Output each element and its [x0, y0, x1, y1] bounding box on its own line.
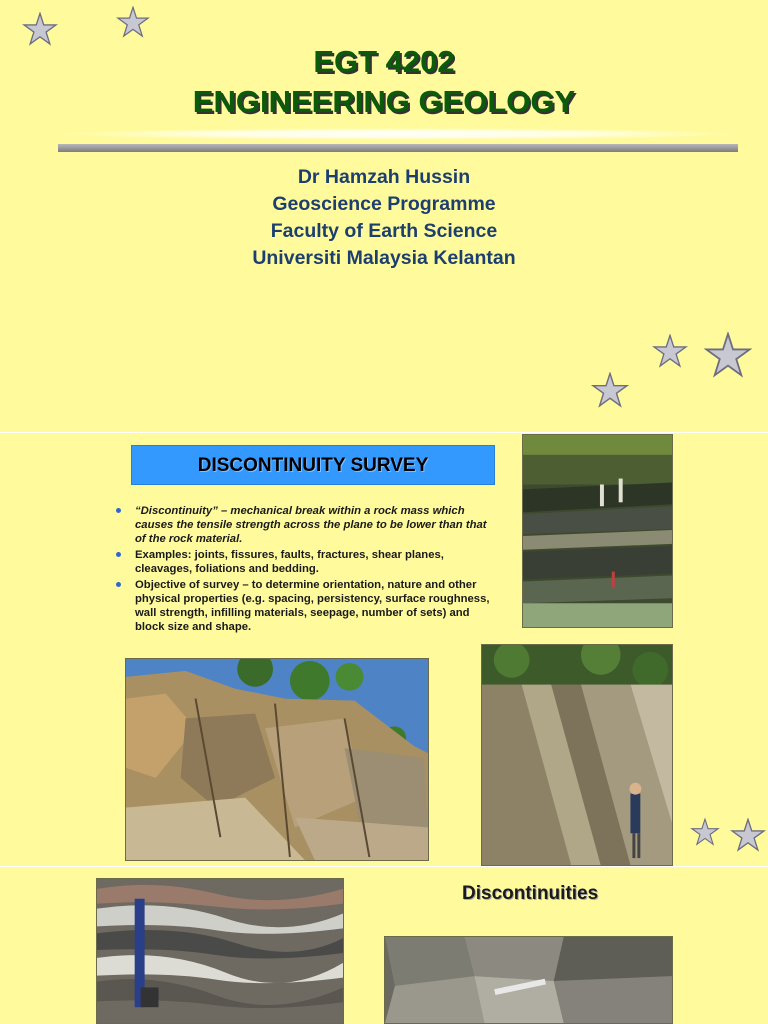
slide-separator [0, 866, 768, 867]
star-icon [591, 372, 629, 408]
folded-rock-photo [96, 878, 344, 1024]
university: Universiti Malaysia Kelantan [252, 247, 516, 269]
jointed-rock-photo [125, 658, 429, 861]
star-icon [22, 12, 58, 46]
bullet-icon [116, 508, 121, 513]
star-icon [116, 6, 150, 38]
blocky-rock-photo [384, 936, 673, 1024]
title-divider [58, 128, 738, 156]
course-code: EGT 4202 [313, 44, 455, 79]
star-icon [652, 334, 688, 368]
bullet-item [116, 548, 490, 576]
bullet-list [116, 504, 490, 636]
outcrop-photo [522, 434, 673, 628]
discontinuities-slide [0, 868, 768, 1024]
star-icon [690, 818, 720, 846]
title-slide [0, 0, 768, 432]
star-icon [730, 818, 766, 852]
slide-title: Discontinuities [462, 883, 599, 904]
faculty: Faculty of Earth Science [270, 220, 498, 242]
bullet-term: “Discontinuity” [135, 505, 218, 517]
bullet-icon [116, 582, 121, 587]
slide-separator [0, 432, 768, 433]
bullet-item [116, 578, 490, 634]
bullet-text: Examples: joints, fissures, faults, fractures, shear planes, cleavages, foliations and bedding. [135, 549, 444, 575]
bullet-item [116, 504, 490, 546]
bullet-icon [116, 552, 121, 557]
course-name: ENGINEERING GEOLOGY [192, 84, 576, 119]
programme: Geoscience Programme [272, 193, 496, 215]
star-icon [704, 332, 752, 378]
discontinuity-survey-slide [0, 434, 768, 866]
author-block [0, 164, 768, 272]
bullet-text: Objective of survey – to determine orientation, nature and other physical properties (e.g. spacing, persistency, surface roughness, wall strength, infilling materials, seepage, number of sets) and block size and shape. [135, 579, 490, 633]
bullet-text: – mechanical break within a rock mass which causes the tensile strength across the plane to be lower than that of the rock material. [135, 505, 487, 545]
bedding-outcrop-photo [481, 644, 673, 866]
presentation-title [0, 42, 768, 122]
section-header: DISCONTINUITY SURVEY [131, 445, 495, 485]
author-name: Dr Hamzah Hussin [297, 166, 471, 188]
